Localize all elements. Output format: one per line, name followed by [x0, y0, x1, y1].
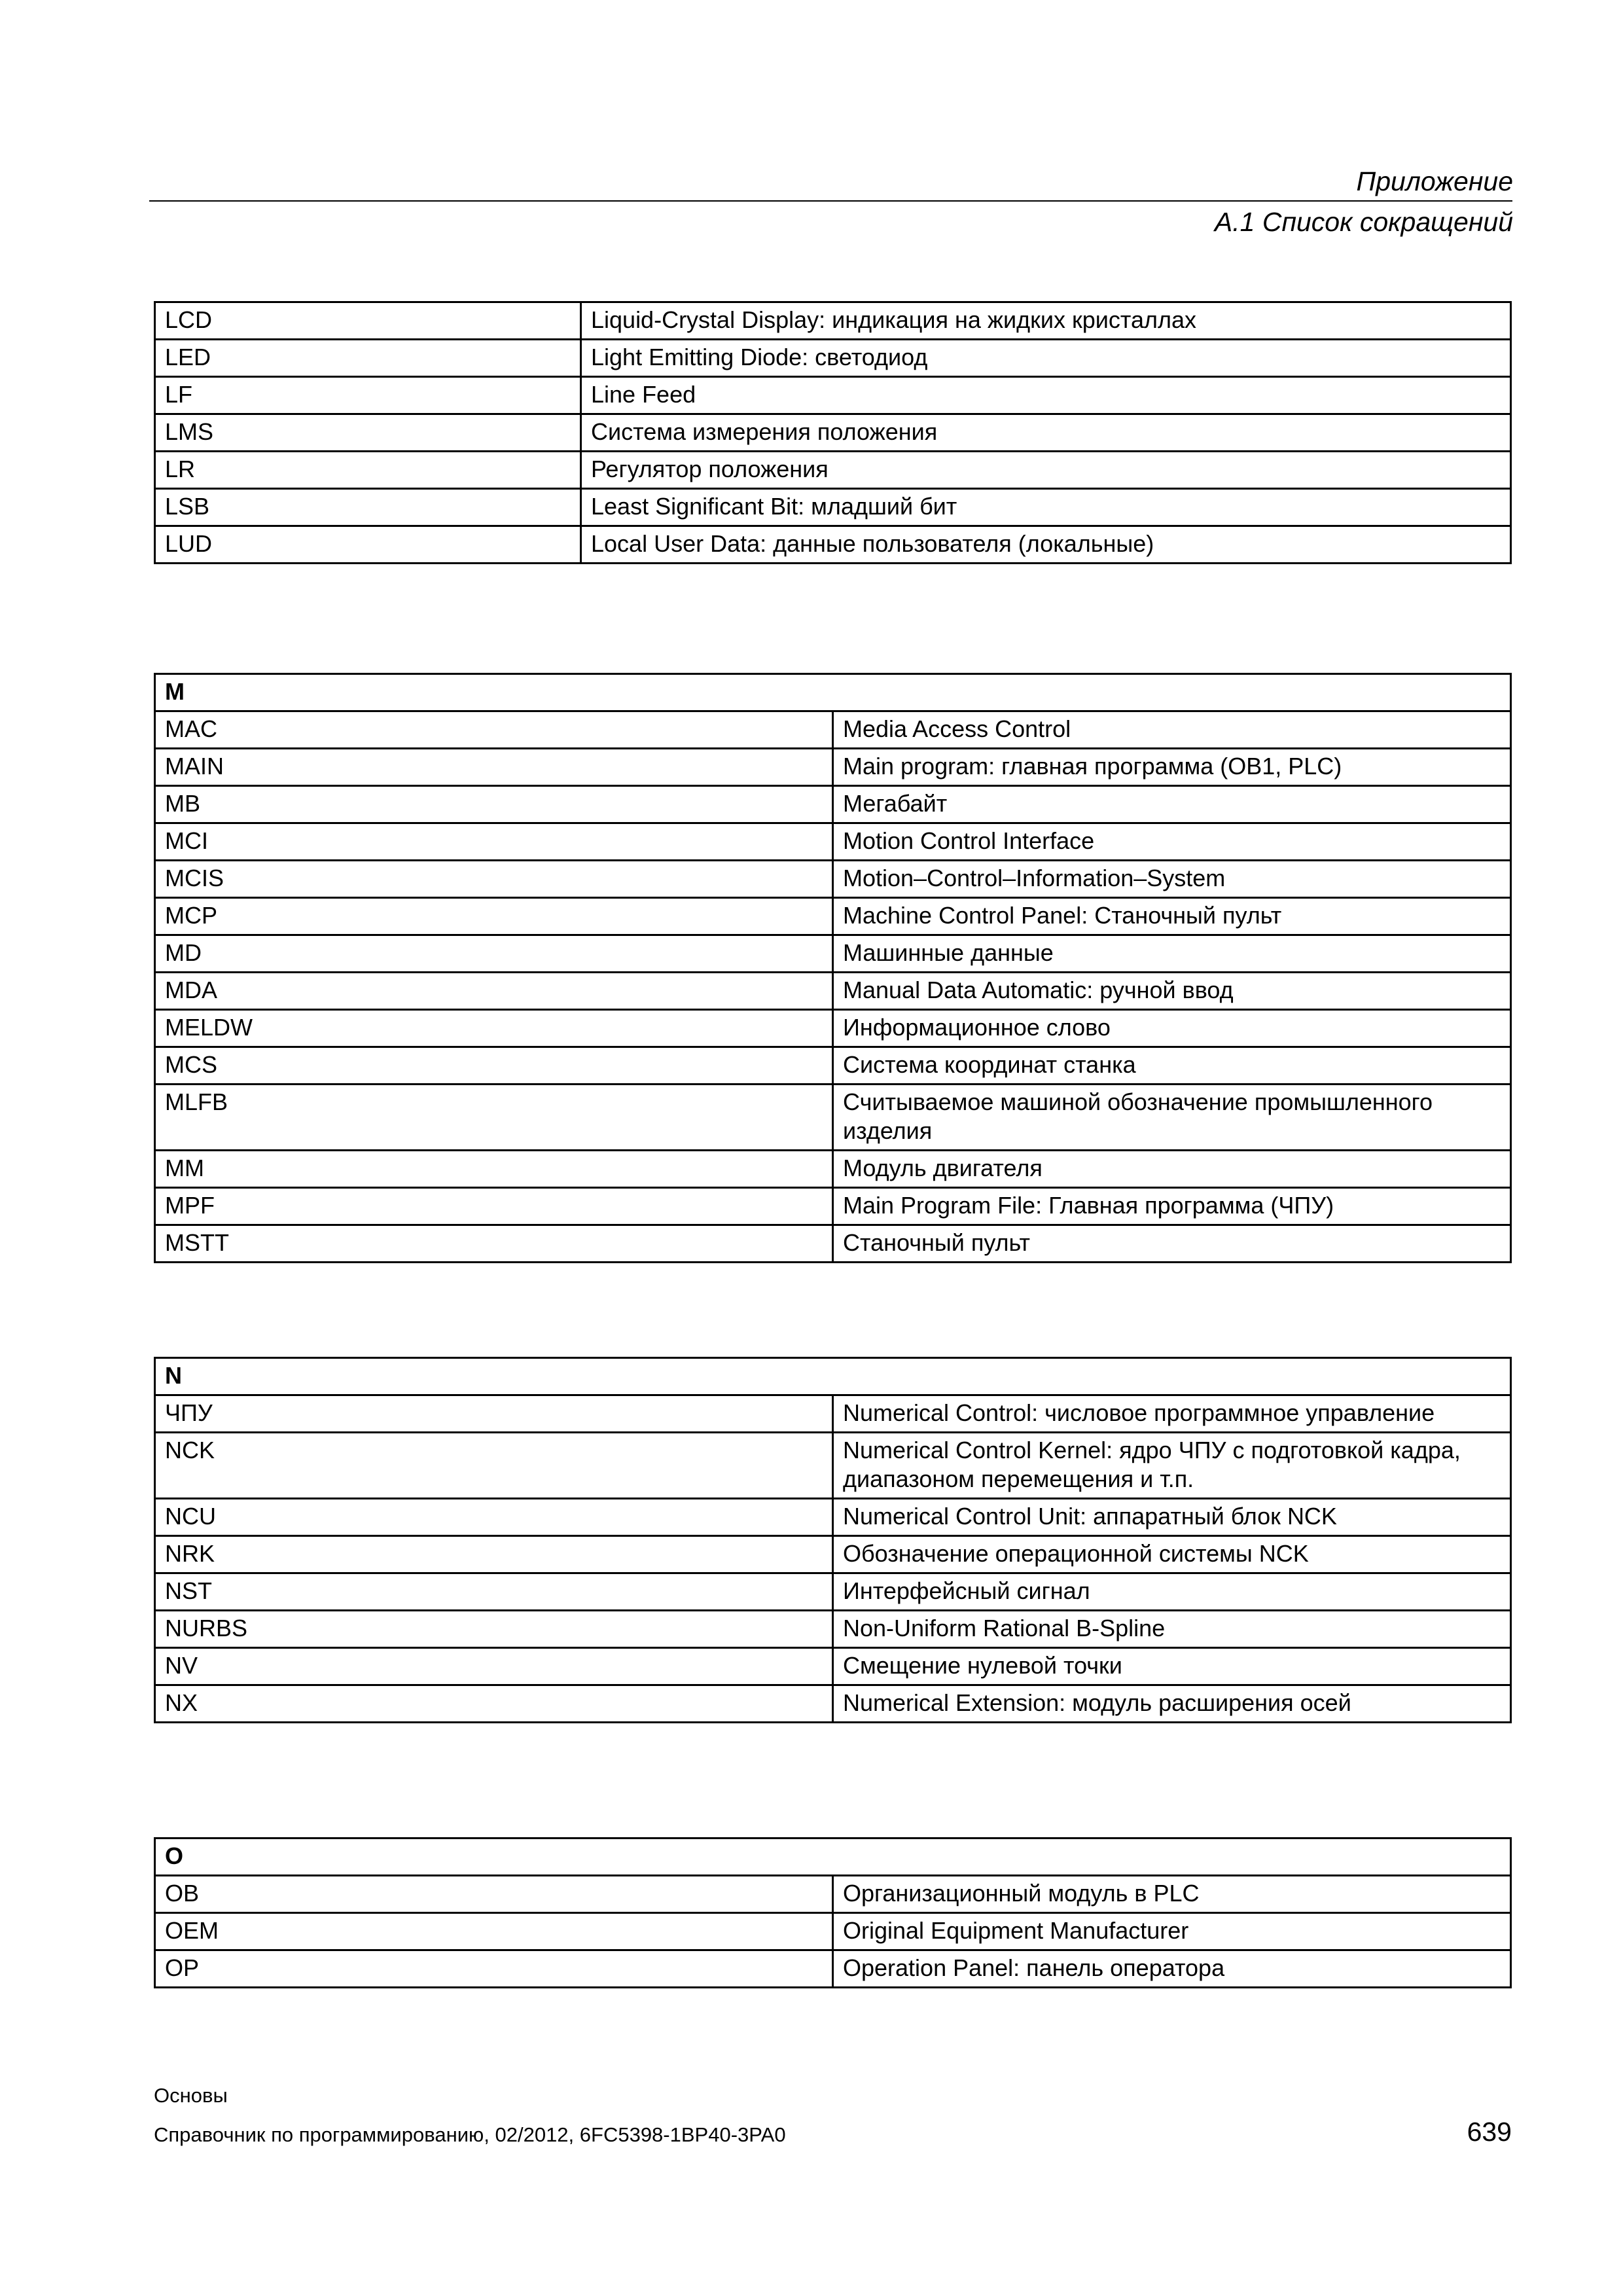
page-number: 639	[1467, 2117, 1512, 2147]
description-cell: Manual Data Automatic: ручной ввод	[833, 973, 1511, 1010]
abbreviation-cell: LCD	[155, 302, 581, 340]
abbreviation-cell: MELDW	[155, 1010, 833, 1047]
table-row	[155, 452, 1511, 489]
table-row	[155, 1433, 1511, 1499]
description-cell: Numerical Control: числовое программное управление	[833, 1395, 1511, 1433]
table-row	[155, 1685, 1511, 1723]
description-cell: Liquid-Crystal Display: индикация на жидких кристаллах	[581, 302, 1511, 340]
section-header-row	[155, 1839, 1511, 1876]
description-cell: Машинные данные	[833, 935, 1511, 973]
abbreviation-cell: MD	[155, 935, 833, 973]
abbreviation-cell: OEM	[155, 1913, 833, 1950]
abbreviation-cell: LMS	[155, 414, 581, 452]
abbreviation-cell: MCP	[155, 898, 833, 935]
table-row	[155, 1950, 1511, 1988]
abbreviation-cell: MPF	[155, 1188, 833, 1225]
table-row	[155, 898, 1511, 935]
description-cell: Numerical Control Kernel: ядро ЧПУ с подготовкой кадра, диапазоном перемещения и т.п.	[833, 1433, 1511, 1499]
table-row	[155, 823, 1511, 861]
table-row	[155, 973, 1511, 1010]
section-header-row	[155, 674, 1511, 711]
table-row	[155, 1648, 1511, 1685]
header-divider	[149, 200, 1512, 202]
abbreviation-cell: MSTT	[155, 1225, 833, 1263]
description-cell: Система координат станка	[833, 1047, 1511, 1085]
table-row	[155, 302, 1511, 340]
table-row	[155, 786, 1511, 823]
table-row	[155, 1536, 1511, 1573]
abbreviation-table-n	[154, 1357, 1512, 1723]
abbreviation-cell: LR	[155, 452, 581, 489]
description-cell: Станочный пульт	[833, 1225, 1511, 1263]
abbreviation-cell: NX	[155, 1685, 833, 1723]
abbreviation-cell: MM	[155, 1151, 833, 1188]
abbreviation-cell: LF	[155, 377, 581, 414]
description-cell: Смещение нулевой точки	[833, 1648, 1511, 1685]
abbreviation-cell: MCI	[155, 823, 833, 861]
abbreviation-cell: ЧПУ	[155, 1395, 833, 1433]
table-row	[155, 1188, 1511, 1225]
description-cell: Least Significant Bit: младший бит	[581, 489, 1511, 526]
description-cell: Operation Panel: панель оператора	[833, 1950, 1511, 1988]
description-cell: Обозначение операционной системы NCK	[833, 1536, 1511, 1573]
abbreviation-cell: NURBS	[155, 1611, 833, 1648]
table-row	[155, 1085, 1511, 1151]
table-row	[155, 489, 1511, 526]
description-cell: Мегабайт	[833, 786, 1511, 823]
abbreviation-table-m	[154, 673, 1512, 1263]
description-cell: Motion Control Interface	[833, 823, 1511, 861]
description-cell: Считываемое машиной обозначение промышленного изделия	[833, 1085, 1511, 1151]
section-letter: O	[155, 1839, 1511, 1876]
table-row	[155, 526, 1511, 564]
abbreviation-cell: MLFB	[155, 1085, 833, 1151]
description-cell: Информационное слово	[833, 1010, 1511, 1047]
description-cell: Non-Uniform Rational B-Spline	[833, 1611, 1511, 1648]
description-cell: Motion–Control–Information–System	[833, 861, 1511, 898]
abbreviation-cell: LSB	[155, 489, 581, 526]
abbreviation-cell: OP	[155, 1950, 833, 1988]
table-row	[155, 1913, 1511, 1950]
table-row	[155, 1151, 1511, 1188]
table-row	[155, 1225, 1511, 1263]
table-row	[155, 749, 1511, 786]
description-cell: Регулятор положения	[581, 452, 1511, 489]
abbreviation-cell: MCS	[155, 1047, 833, 1085]
abbreviation-cell: NCK	[155, 1433, 833, 1499]
abbreviation-table-o	[154, 1837, 1512, 1988]
abbreviation-cell: OB	[155, 1876, 833, 1913]
abbreviation-cell: NV	[155, 1648, 833, 1685]
footer-document-reference: Справочник по программированию, 02/2012, 6FC5398-1BP40-3PA0	[154, 2123, 786, 2146]
description-cell: Light Emitting Diode: светодиод	[581, 340, 1511, 377]
table-row	[155, 711, 1511, 749]
section-letter: N	[155, 1358, 1511, 1395]
abbreviation-cell: MCIS	[155, 861, 833, 898]
table-row	[155, 377, 1511, 414]
abbreviation-cell: MB	[155, 786, 833, 823]
description-cell: Система измерения положения	[581, 414, 1511, 452]
table-row	[155, 861, 1511, 898]
abbreviation-cell: LED	[155, 340, 581, 377]
description-cell: Machine Control Panel: Станочный пульт	[833, 898, 1511, 935]
description-cell: Модуль двигателя	[833, 1151, 1511, 1188]
abbreviation-cell: LUD	[155, 526, 581, 564]
description-cell: Line Feed	[581, 377, 1511, 414]
abbreviation-cell: MDA	[155, 973, 833, 1010]
description-cell: Numerical Control Unit: аппаратный блок NCK	[833, 1499, 1511, 1536]
description-cell: Main program: главная программа (OB1, PLC)	[833, 749, 1511, 786]
section-header-row	[155, 1358, 1511, 1395]
abbreviation-table-l	[154, 301, 1512, 564]
table-row	[155, 1573, 1511, 1611]
table-row	[155, 1611, 1511, 1648]
description-cell: Интерфейсный сигнал	[833, 1573, 1511, 1611]
table-row	[155, 935, 1511, 973]
table-row	[155, 414, 1511, 452]
description-cell: Media Access Control	[833, 711, 1511, 749]
table-row	[155, 1010, 1511, 1047]
abbreviation-cell: NST	[155, 1573, 833, 1611]
table-row	[155, 1047, 1511, 1085]
abbreviation-cell: NCU	[155, 1499, 833, 1536]
table-row	[155, 340, 1511, 377]
abbreviation-cell: MAIN	[155, 749, 833, 786]
abbreviation-cell: MAC	[155, 711, 833, 749]
table-row	[155, 1395, 1511, 1433]
header-chapter-title: A.1 Список сокращений	[1214, 207, 1513, 237]
footer-book-title: Основы	[154, 2084, 228, 2107]
abbreviation-cell: NRK	[155, 1536, 833, 1573]
table-row	[155, 1876, 1511, 1913]
header-section-title: Приложение	[1356, 166, 1513, 196]
description-cell: Local User Data: данные пользователя (локальные)	[581, 526, 1511, 564]
description-cell: Организационный модуль в PLC	[833, 1876, 1511, 1913]
table-row	[155, 1499, 1511, 1536]
description-cell: Original Equipment Manufacturer	[833, 1913, 1511, 1950]
description-cell: Numerical Extension: модуль расширения осей	[833, 1685, 1511, 1723]
description-cell: Main Program File: Главная программа (ЧПУ)	[833, 1188, 1511, 1225]
section-letter: M	[155, 674, 1511, 711]
